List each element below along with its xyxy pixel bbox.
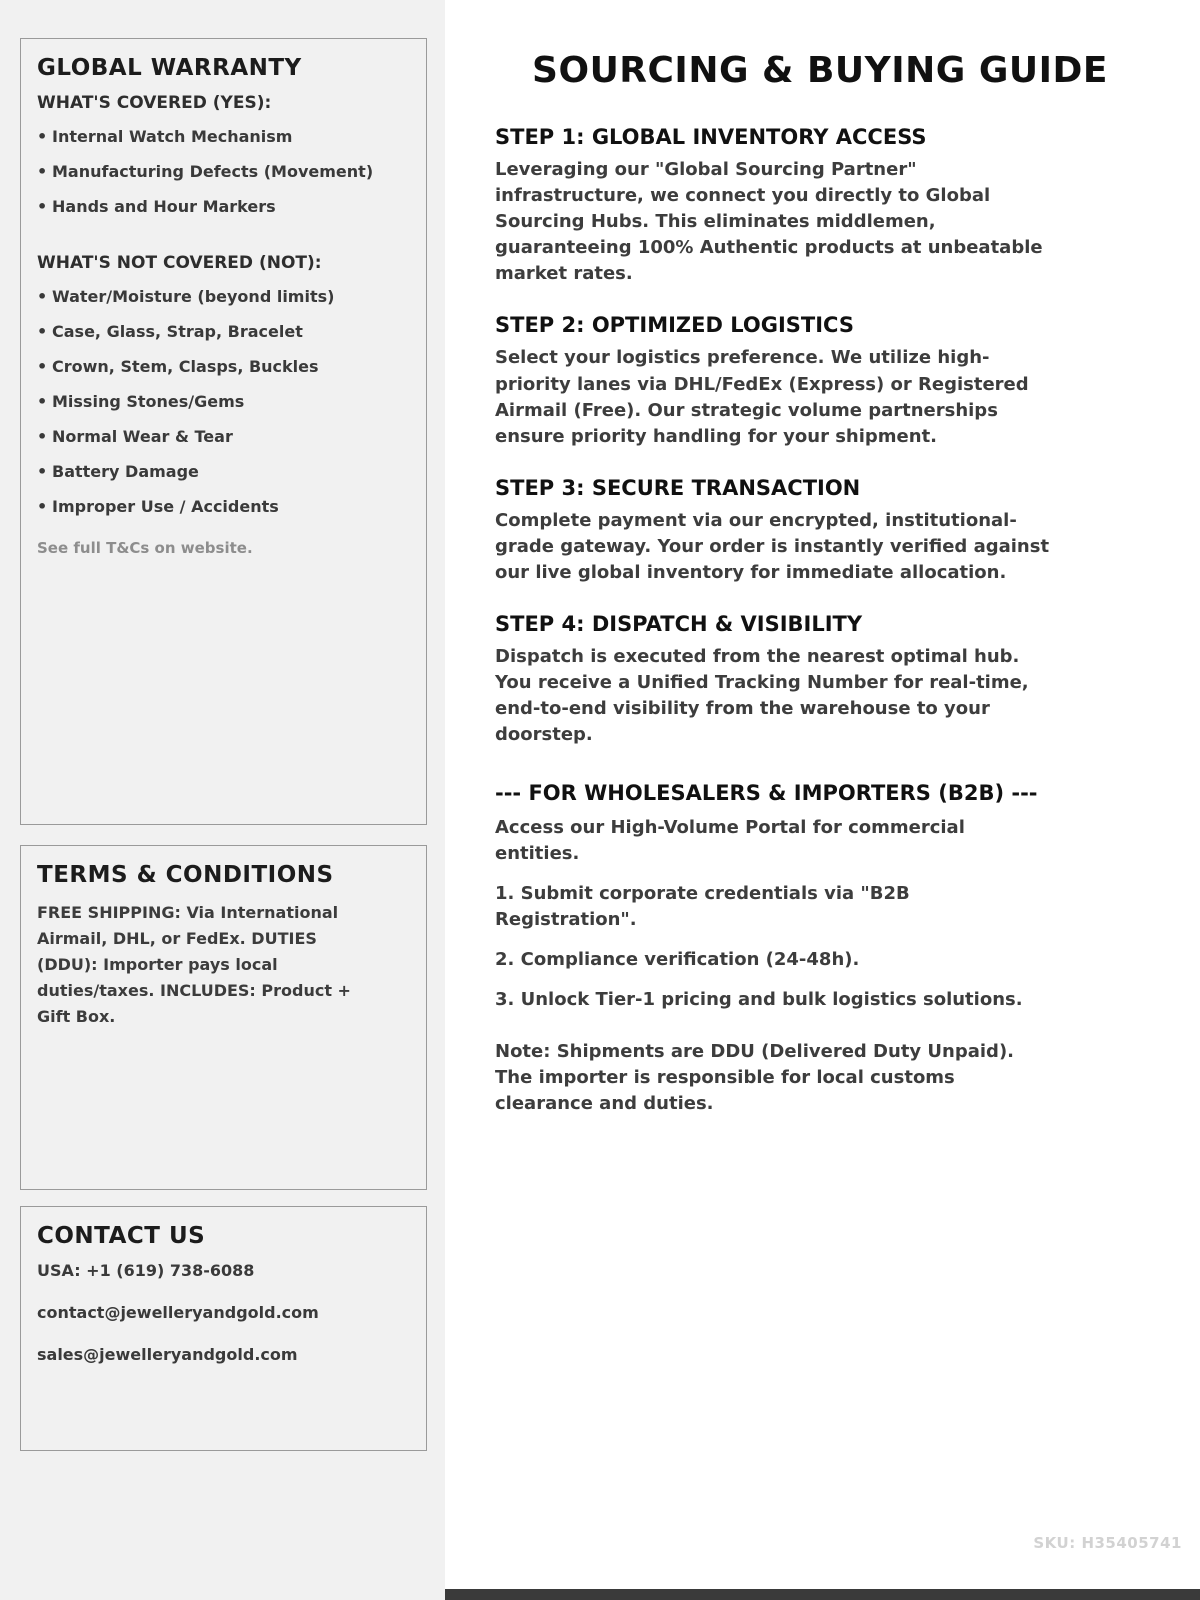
warranty-title: GLOBAL WARRANTY <box>37 55 302 81</box>
warranty-footnote: See full T&Cs on website. <box>37 539 253 557</box>
step-4-heading: STEP 4: DISPATCH & VISIBILITY <box>495 612 863 637</box>
step-1 <box>495 125 1145 287</box>
b2b-note: Note: Shipments are DDU (Delivered Duty Unpaid). The importer is responsible for local customs clearance and duties. <box>495 1041 1015 1115</box>
step-1-body: Leveraging our "Global Sourcing Partner" infrastructure, we connect you directly to Global Sourcing Hubs. This eliminates middlemen, guaranteeing 100% Authentic products at unbeatable market rates. <box>495 159 1043 285</box>
bottom-bar <box>445 1589 1200 1600</box>
contact-email-primary: contact@jewelleryandgold.com <box>37 1303 319 1322</box>
list-item: • Normal Wear & Tear <box>37 427 410 447</box>
covered-list <box>37 127 410 217</box>
list-item: • Internal Watch Mechanism <box>37 127 410 147</box>
step-3-body: Complete payment via our encrypted, institutional-grade gateway. Your order is instantly verified against our live global inventory for immediate allocation. <box>495 509 1050 584</box>
terms-box <box>20 845 427 1190</box>
step-3 <box>495 476 1145 586</box>
page-title: SOURCING & BUYING GUIDE <box>532 50 1108 91</box>
contact-phone: USA: +1 (619) 738-6088 <box>37 1261 255 1280</box>
terms-title: TERMS & CONDITIONS <box>37 862 334 888</box>
list-item: • Hands and Hour Markers <box>37 197 410 217</box>
step-2 <box>495 313 1145 449</box>
not-covered-list <box>37 287 410 517</box>
b2b-heading: --- FOR WHOLESALERS & IMPORTERS (B2B) --- <box>495 780 1038 805</box>
b2b-intro: Access our High-Volume Portal for commercial entities. <box>495 816 965 864</box>
list-item: • Crown, Stem, Clasps, Buckles <box>37 357 410 377</box>
contact-email-sales: sales@jewelleryandgold.com <box>37 1345 298 1364</box>
main-content <box>445 0 1200 1117</box>
step-3-heading: STEP 3: SECURE TRANSACTION <box>495 475 861 500</box>
b2b-item-2: 2. Compliance verification (24-48h). <box>495 948 860 970</box>
terms-body: FREE SHIPPING: Via International Airmail, DHL, or FedEx. DUTIES (DDU): Importer pays local duties/taxes. INCLUDES: Product + Gift Box. <box>37 903 351 1026</box>
contact-box <box>20 1206 427 1451</box>
step-2-heading: STEP 2: OPTIMIZED LOGISTICS <box>495 313 854 338</box>
warranty-box <box>20 38 427 825</box>
list-item: • Improper Use / Accidents <box>37 497 410 517</box>
step-4 <box>495 612 1145 748</box>
list-item: • Manufacturing Defects (Movement) <box>37 162 410 182</box>
sku-label: SKU: H35405741 <box>1033 1534 1182 1552</box>
list-item: • Missing Stones/Gems <box>37 392 410 412</box>
not-covered-title: WHAT'S NOT COVERED (NOT): <box>37 253 322 273</box>
b2b-item-3: 3. Unlock Tier-1 pricing and bulk logistics solutions. <box>495 988 1023 1010</box>
step-1-heading: STEP 1: GLOBAL INVENTORY ACCESS <box>495 125 927 149</box>
step-2-body: Select your logistics preference. We utilize high-priority lanes via DHL/FedEx (Express) or Registered Airmail (Free). Our strategic volume partnerships ensure priority handling for your shipment. <box>495 347 1029 447</box>
covered-title: WHAT'S COVERED (YES): <box>37 93 272 113</box>
list-item: • Battery Damage <box>37 462 410 482</box>
contact-title: CONTACT US <box>37 1223 206 1249</box>
sidebar <box>0 0 445 1600</box>
step-4-body: Dispatch is executed from the nearest optimal hub. You receive a Unified Tracking Number for real-time, end-to-end visibility from the warehouse to your doorstep. <box>495 646 1029 746</box>
list-item: • Water/Moisture (beyond limits) <box>37 287 410 307</box>
list-item: • Case, Glass, Strap, Bracelet <box>37 322 410 342</box>
b2b-item-1: 1. Submit corporate credentials via "B2B Registration". <box>495 882 910 930</box>
